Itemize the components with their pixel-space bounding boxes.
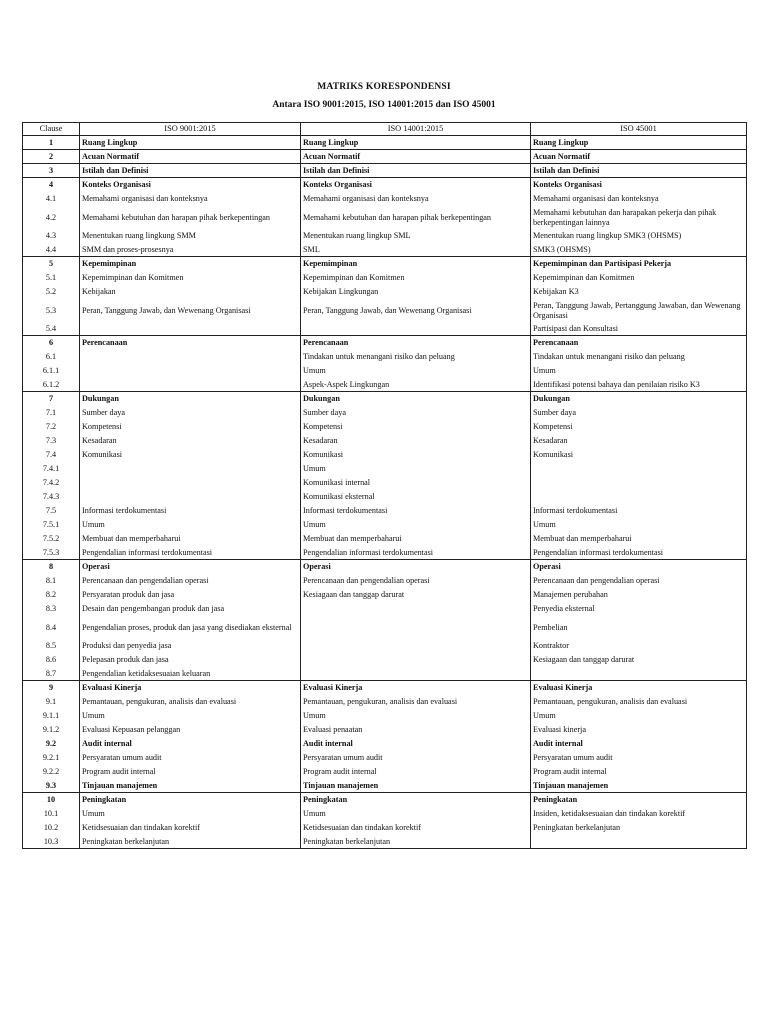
clause-cell: 7.3	[23, 434, 80, 448]
iso45001-cell: Perencanaan dan pengendalian operasi	[531, 574, 747, 588]
iso45001-cell: Kesiagaan dan tanggap darurat	[531, 653, 747, 667]
iso9001-cell: Acuan Normatif	[80, 150, 301, 164]
iso9001-cell: Memahami kebutuhan dan harapan pihak berkepentingan	[80, 206, 301, 229]
clause-cell: 9.2.1	[23, 751, 80, 765]
table-row	[23, 178, 747, 192]
table-row	[23, 560, 747, 574]
iso14001-cell: Kepemimpinan dan Komitmen	[301, 271, 531, 285]
header-row	[23, 123, 747, 136]
table-row	[23, 765, 747, 779]
iso14001-cell: Tindakan untuk menangani risiko dan peluang	[301, 350, 531, 364]
clause-cell: 8.5	[23, 639, 80, 653]
iso14001-cell: Komunikasi eksternal	[301, 490, 531, 504]
iso45001-cell: Kebijakan K3	[531, 285, 747, 299]
iso14001-cell: Dukungan	[301, 392, 531, 406]
iso45001-cell: Istilah dan Definisi	[531, 164, 747, 178]
iso45001-cell: Peran, Tanggung Jawab, Pertanggung Jawaban, dan Wewenang Organisasi	[531, 299, 747, 322]
iso45001-cell: Insiden, ketidaksesuaian dan tindakan korektif	[531, 807, 747, 821]
table-row	[23, 546, 747, 560]
iso14001-cell: Evaluasi penaatan	[301, 723, 531, 737]
table-row	[23, 285, 747, 299]
clause-cell: 8.3	[23, 602, 80, 616]
clause-cell: 7.2	[23, 420, 80, 434]
iso14001-cell: Kompetensi	[301, 420, 531, 434]
clause-cell: 8.7	[23, 667, 80, 681]
iso45001-cell: Evaluasi kinerja	[531, 723, 747, 737]
iso9001-cell	[80, 378, 301, 392]
correspondence-matrix-table	[22, 122, 747, 849]
iso9001-cell: Pengendalian proses, produk dan jasa yang disediakan eksternal	[80, 616, 301, 639]
table-row	[23, 150, 747, 164]
iso9001-cell: Peran, Tanggung Jawab, dan Wewenang Organisasi	[80, 299, 301, 322]
table-row	[23, 229, 747, 243]
iso14001-cell: Pengendalian informasi terdokumentasi	[301, 546, 531, 560]
iso9001-cell: Konteks Organisasi	[80, 178, 301, 192]
table-row	[23, 574, 747, 588]
iso45001-cell: Audit internal	[531, 737, 747, 751]
table-row	[23, 709, 747, 723]
iso9001-cell: Umum	[80, 807, 301, 821]
table-row	[23, 751, 747, 765]
iso45001-cell: Identifikasi potensi bahaya dan penilaian risiko K3	[531, 378, 747, 392]
iso45001-cell: Sumber daya	[531, 406, 747, 420]
iso45001-cell: Pengendalian informasi terdokumentasi	[531, 546, 747, 560]
iso45001-cell	[531, 490, 747, 504]
iso45001-cell: Tinjauan manajemen	[531, 779, 747, 793]
clause-cell: 6.1	[23, 350, 80, 364]
clause-cell: 7.4	[23, 448, 80, 462]
table-row	[23, 271, 747, 285]
iso45001-cell: Peningkatan	[531, 793, 747, 807]
clause-cell: 8.6	[23, 653, 80, 667]
iso14001-cell: Sumber daya	[301, 406, 531, 420]
iso14001-cell: Kepemimpinan	[301, 257, 531, 271]
document-subtitle: Antara ISO 9001:2015, ISO 14001:2015 dan ISO 45001	[272, 100, 496, 110]
iso45001-cell: Informasi terdokumentasi	[531, 504, 747, 518]
clause-cell: 10.1	[23, 807, 80, 821]
iso45001-cell: Komunikasi	[531, 448, 747, 462]
clause-cell: 5.2	[23, 285, 80, 299]
clause-cell: 8.1	[23, 574, 80, 588]
table-header	[23, 123, 747, 136]
iso14001-cell: Peningkatan	[301, 793, 531, 807]
header-iso45001: ISO 45001	[531, 123, 747, 136]
table-row	[23, 616, 747, 639]
iso14001-cell: Ketidsesuaian dan tindakan korektif	[301, 821, 531, 835]
iso45001-cell: Kesadaran	[531, 434, 747, 448]
table-row	[23, 336, 747, 350]
clause-cell: 7.4.3	[23, 490, 80, 504]
iso45001-cell: Konteks Organisasi	[531, 178, 747, 192]
table-row	[23, 807, 747, 821]
clause-cell: 9	[23, 681, 80, 695]
table-row	[23, 406, 747, 420]
iso14001-cell: Komunikasi	[301, 448, 531, 462]
iso45001-cell: Umum	[531, 364, 747, 378]
iso9001-cell: Menentukan ruang lingkung SMM	[80, 229, 301, 243]
iso9001-cell: Operasi	[80, 560, 301, 574]
iso45001-cell: Kepemimpinan dan Partisipasi Pekerja	[531, 257, 747, 271]
iso9001-cell	[80, 322, 301, 336]
iso9001-cell: Pengendalian informasi terdokumentasi	[80, 546, 301, 560]
clause-cell: 10	[23, 793, 80, 807]
clause-cell: 7.5.1	[23, 518, 80, 532]
iso9001-cell: Informasi terdokumentasi	[80, 504, 301, 518]
iso45001-cell	[531, 667, 747, 681]
iso9001-cell: Pemantauan, pengukuran, analisis dan evaluasi	[80, 695, 301, 709]
iso45001-cell: Program audit internal	[531, 765, 747, 779]
iso45001-cell: Membuat dan memperbaharui	[531, 532, 747, 546]
clause-cell: 7.1	[23, 406, 80, 420]
iso9001-cell: Membuat dan memperbaharui	[80, 532, 301, 546]
iso14001-cell: Program audit internal	[301, 765, 531, 779]
clause-cell: 5.4	[23, 322, 80, 336]
iso14001-cell: Acuan Normatif	[301, 150, 531, 164]
clause-cell: 8	[23, 560, 80, 574]
table-row	[23, 392, 747, 406]
iso45001-cell: Operasi	[531, 560, 747, 574]
iso9001-cell: Perencanaan	[80, 336, 301, 350]
iso14001-cell: SML	[301, 243, 531, 257]
iso9001-cell: Ruang Lingkup	[80, 136, 301, 150]
table-row	[23, 164, 747, 178]
iso45001-cell	[531, 476, 747, 490]
table-row	[23, 737, 747, 751]
iso9001-cell: Audit internal	[80, 737, 301, 751]
iso14001-cell	[301, 653, 531, 667]
iso14001-cell: Umum	[301, 709, 531, 723]
iso9001-cell: Umum	[80, 709, 301, 723]
iso14001-cell	[301, 639, 531, 653]
clause-cell: 7.5	[23, 504, 80, 518]
clause-cell: 1	[23, 136, 80, 150]
iso45001-cell: Penyedia eksternal	[531, 602, 747, 616]
iso14001-cell: Umum	[301, 518, 531, 532]
clause-cell: 5	[23, 257, 80, 271]
iso14001-cell: Operasi	[301, 560, 531, 574]
iso45001-cell: Persyaratan umum audit	[531, 751, 747, 765]
iso45001-cell: Manajemen perubahan	[531, 588, 747, 602]
iso9001-cell: Peningkatan	[80, 793, 301, 807]
iso9001-cell: Pengendalian ketidaksesuaian keluaran	[80, 667, 301, 681]
iso45001-cell: Tindakan untuk menangani risiko dan peluang	[531, 350, 747, 364]
clause-cell: 10.2	[23, 821, 80, 835]
iso14001-cell: Pemantauan, pengukuran, analisis dan evaluasi	[301, 695, 531, 709]
iso9001-cell	[80, 364, 301, 378]
iso45001-cell: Ruang Lingkup	[531, 136, 747, 150]
iso9001-cell: Kompetensi	[80, 420, 301, 434]
clause-cell: 6.1.1	[23, 364, 80, 378]
iso14001-cell: Istilah dan Definisi	[301, 164, 531, 178]
iso9001-cell: Komunikasi	[80, 448, 301, 462]
clause-cell: 7.5.2	[23, 532, 80, 546]
iso9001-cell: Istilah dan Definisi	[80, 164, 301, 178]
clause-cell: 5.1	[23, 271, 80, 285]
table-row	[23, 639, 747, 653]
iso14001-cell: Aspek-Aspek Lingkungan	[301, 378, 531, 392]
iso9001-cell: Persyaratan produk dan jasa	[80, 588, 301, 602]
iso45001-cell: Umum	[531, 518, 747, 532]
iso9001-cell: Kebijakan	[80, 285, 301, 299]
table-row	[23, 821, 747, 835]
iso14001-cell	[301, 602, 531, 616]
table-row	[23, 835, 747, 849]
table-row	[23, 299, 747, 322]
table-row	[23, 420, 747, 434]
iso9001-cell: Pelepasan produk dan jasa	[80, 653, 301, 667]
table-body	[23, 136, 747, 849]
iso9001-cell	[80, 476, 301, 490]
iso14001-cell	[301, 616, 531, 639]
iso14001-cell: Kesiagaan dan tanggap darurat	[301, 588, 531, 602]
clause-cell: 4	[23, 178, 80, 192]
table-row	[23, 434, 747, 448]
iso14001-cell: Umum	[301, 364, 531, 378]
table-row	[23, 378, 747, 392]
clause-cell: 9.2.2	[23, 765, 80, 779]
clause-cell: 7	[23, 392, 80, 406]
table-row	[23, 653, 747, 667]
clause-cell: 7.5.3	[23, 546, 80, 560]
clause-cell: 5.3	[23, 299, 80, 322]
clause-cell: 4.3	[23, 229, 80, 243]
iso14001-cell: Kebijakan Lingkungan	[301, 285, 531, 299]
iso9001-cell: Tinjauan manajemen	[80, 779, 301, 793]
iso9001-cell: Peningkatan berkelanjutan	[80, 835, 301, 849]
clause-cell: 8.4	[23, 616, 80, 639]
table-row	[23, 532, 747, 546]
table-row	[23, 243, 747, 257]
table-row	[23, 350, 747, 364]
iso14001-cell: Konteks Organisasi	[301, 178, 531, 192]
iso9001-cell: Produksi dan penyedia jasa	[80, 639, 301, 653]
table-row	[23, 588, 747, 602]
iso14001-cell: Memahami kebutuhan dan harapan pihak berkepentingan	[301, 206, 531, 229]
iso14001-cell: Membuat dan memperbaharui	[301, 532, 531, 546]
clause-cell: 10.3	[23, 835, 80, 849]
iso9001-cell	[80, 462, 301, 476]
table-row	[23, 136, 747, 150]
table-row	[23, 779, 747, 793]
iso45001-cell: Umum	[531, 709, 747, 723]
iso14001-cell: Informasi terdokumentasi	[301, 504, 531, 518]
iso45001-cell: Evaluasi Kinerja	[531, 681, 747, 695]
iso9001-cell: Kepemimpinan	[80, 257, 301, 271]
iso14001-cell: Persyaratan umum audit	[301, 751, 531, 765]
iso14001-cell: Kesadaran	[301, 434, 531, 448]
clause-cell: 7.4.2	[23, 476, 80, 490]
iso45001-cell: SMK3 (OHSMS)	[531, 243, 747, 257]
iso14001-cell: Komunikasi internal	[301, 476, 531, 490]
iso45001-cell: Dukungan	[531, 392, 747, 406]
iso14001-cell	[301, 667, 531, 681]
iso14001-cell: Evaluasi Kinerja	[301, 681, 531, 695]
iso9001-cell: SMM dan proses-prosesnya	[80, 243, 301, 257]
iso9001-cell: Kepemimpinan dan Komitmen	[80, 271, 301, 285]
iso9001-cell: Evaluasi Kinerja	[80, 681, 301, 695]
clause-cell: 4.4	[23, 243, 80, 257]
iso9001-cell: Memahami organisasi dan konteksnya	[80, 192, 301, 206]
iso9001-cell: Persyaratan umum audit	[80, 751, 301, 765]
iso14001-cell: Peran, Tanggung Jawab, dan Wewenang Organisasi	[301, 299, 531, 322]
iso45001-cell: Kontraktor	[531, 639, 747, 653]
iso9001-cell: Sumber daya	[80, 406, 301, 420]
iso45001-cell: Peningkatan berkelanjutan	[531, 821, 747, 835]
clause-cell: 8.2	[23, 588, 80, 602]
table-row	[23, 322, 747, 336]
table-row	[23, 723, 747, 737]
iso9001-cell	[80, 490, 301, 504]
table-row	[23, 602, 747, 616]
clause-cell: 6.1.2	[23, 378, 80, 392]
iso9001-cell: Desain dan pengembangan produk dan jasa	[80, 602, 301, 616]
header-clause: Clause	[23, 123, 80, 136]
clause-cell: 4.1	[23, 192, 80, 206]
clause-cell: 9.1.2	[23, 723, 80, 737]
iso45001-cell: Kepemimpinan dan Komitmen	[531, 271, 747, 285]
table-row	[23, 490, 747, 504]
iso14001-cell: Ruang Lingkup	[301, 136, 531, 150]
iso45001-cell: Kompetensi	[531, 420, 747, 434]
clause-cell: 3	[23, 164, 80, 178]
iso45001-cell: Pemantauan, pengukuran, analisis dan evaluasi	[531, 695, 747, 709]
iso14001-cell: Memahami organisasi dan konteksnya	[301, 192, 531, 206]
clause-cell: 4.2	[23, 206, 80, 229]
iso45001-cell: Memahami organisasi dan konteksnya	[531, 192, 747, 206]
document-title: MATRIKS KORESPONDENSI	[317, 82, 451, 92]
iso14001-cell: Audit internal	[301, 737, 531, 751]
iso14001-cell	[301, 322, 531, 336]
table-row	[23, 518, 747, 532]
iso9001-cell: Dukungan	[80, 392, 301, 406]
iso45001-cell: Perencanaan	[531, 336, 747, 350]
header-iso14001: ISO 14001:2015	[301, 123, 531, 136]
iso45001-cell: Acuan Normatif	[531, 150, 747, 164]
iso9001-cell: Evaluasi Kepuasan pelanggan	[80, 723, 301, 737]
iso14001-cell: Peningkatan berkelanjutan	[301, 835, 531, 849]
document-heading	[0, 81, 768, 111]
iso9001-cell: Perencanaan dan pengendalian operasi	[80, 574, 301, 588]
iso45001-cell: Menentukan ruang lingkup SMK3 (OHSMS)	[531, 229, 747, 243]
table-row	[23, 364, 747, 378]
iso14001-cell: Umum	[301, 807, 531, 821]
iso45001-cell: Partisipasi dan Konsultasi	[531, 322, 747, 336]
table-row	[23, 462, 747, 476]
clause-cell: 6	[23, 336, 80, 350]
iso45001-cell	[531, 835, 747, 849]
clause-cell: 9.2	[23, 737, 80, 751]
clause-cell: 9.3	[23, 779, 80, 793]
iso9001-cell: Ketidsesuaian dan tindakan korektif	[80, 821, 301, 835]
iso9001-cell: Program audit internal	[80, 765, 301, 779]
table-row	[23, 206, 747, 229]
clause-cell: 2	[23, 150, 80, 164]
table-row	[23, 448, 747, 462]
iso14001-cell: Perencanaan	[301, 336, 531, 350]
table-row	[23, 476, 747, 490]
clause-cell: 9.1.1	[23, 709, 80, 723]
table-row	[23, 192, 747, 206]
header-iso9001: ISO 9001:2015	[80, 123, 301, 136]
iso9001-cell: Umum	[80, 518, 301, 532]
clause-cell: 9.1	[23, 695, 80, 709]
table-row	[23, 695, 747, 709]
table-row	[23, 257, 747, 271]
table-row	[23, 793, 747, 807]
iso14001-cell: Menentukan ruang lingkup SML	[301, 229, 531, 243]
iso9001-cell	[80, 350, 301, 364]
iso9001-cell: Kesadaran	[80, 434, 301, 448]
table-row	[23, 681, 747, 695]
iso45001-cell: Pembelian	[531, 616, 747, 639]
iso14001-cell: Umum	[301, 462, 531, 476]
iso14001-cell: Perencanaan dan pengendalian operasi	[301, 574, 531, 588]
clause-cell: 7.4.1	[23, 462, 80, 476]
iso45001-cell	[531, 462, 747, 476]
table-row	[23, 667, 747, 681]
iso45001-cell: Memahami kebutuhan dan harapakan pekerja dan pihak berkepentingan lainnya	[531, 206, 747, 229]
iso14001-cell: Tinjauan manajemen	[301, 779, 531, 793]
table-row	[23, 504, 747, 518]
